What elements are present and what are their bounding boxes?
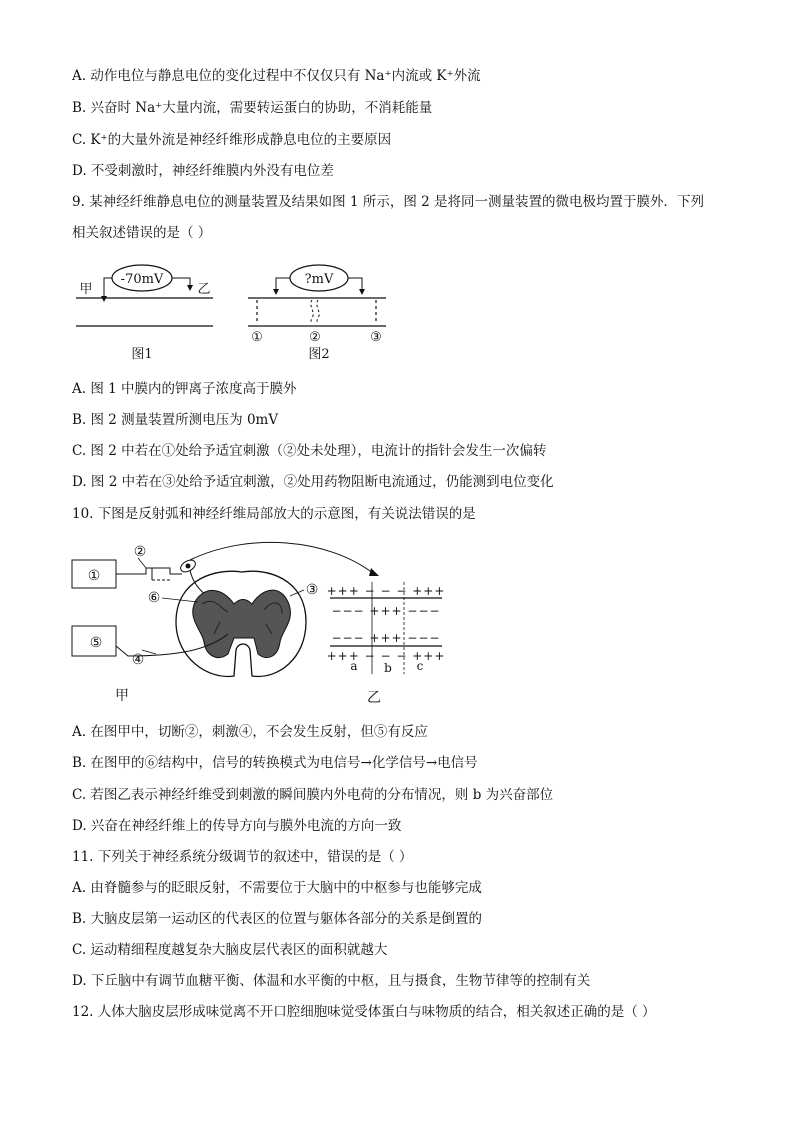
fig1-caption: 图1 bbox=[131, 347, 153, 362]
q10-stem: 10. 下图是反射弧和神经纤维局部放大的示意图，有关说法错误的是 bbox=[72, 506, 476, 522]
fig2-meter-label: ?mV bbox=[304, 272, 334, 287]
fig-yi-label-a: a bbox=[350, 659, 358, 673]
figure-1 bbox=[76, 265, 213, 362]
q8-option-d: D. 不受刺激时，神经纤维膜内外没有电位差 bbox=[72, 163, 334, 179]
fig1-right-label: 乙 bbox=[197, 282, 211, 297]
q9-stem: 9. 某神经纤维静息电位的测量装置及结果如图 1 所示，图 2 是将同一测量装置的微电极均置于膜外．下列 bbox=[72, 194, 705, 210]
q10-option-b: B. 在图甲的⑥结构中，信号的转换模式为电信号→化学信号→电信号 bbox=[72, 755, 478, 771]
fig-jia-label-2: ② bbox=[133, 544, 147, 560]
q11-option-b: B. 大脑皮层第一运动区的代表区的位置与躯体各部分的关系是倒置的 bbox=[72, 911, 483, 927]
q9-option-a: A. 图 1 中膜内的钾离子浓度高于膜外 bbox=[72, 381, 297, 397]
fig2-point-1: ① bbox=[251, 330, 263, 345]
fig2-point-3: ③ bbox=[370, 330, 382, 345]
q12-stem: 12. 人体大脑皮层形成味觉离不开口腔细胞味觉受体蛋白与味物质的结合，相关叙述正确的是（ ） bbox=[72, 1004, 656, 1020]
q11-option-c: C. 运动精细程度越复杂大脑皮层代表区的面积就越大 bbox=[72, 942, 388, 958]
fig-jia-label-4: ④ bbox=[131, 652, 145, 668]
q10-option-a: A. 在图甲中，切断②，刺激④，不会发生反射，但⑤有反应 bbox=[72, 724, 428, 740]
fig-jia-label-6: ⑥ bbox=[147, 590, 161, 606]
fig-yi-caption: 乙 bbox=[367, 690, 381, 706]
q11-option-d: D. 下丘脑中有调节血糖平衡、体温和水平衡的中枢，且与摄食，生物节律等的控制有关 bbox=[72, 973, 591, 989]
q9-stem-cont: 相关叙述错误的是（ ） bbox=[72, 225, 212, 241]
figure-yi bbox=[327, 582, 446, 706]
q10-figure bbox=[68, 538, 458, 710]
fig-yi-row-2: −−− +++ −−− bbox=[331, 604, 441, 618]
figure-2 bbox=[248, 265, 386, 362]
figure-jia bbox=[72, 542, 379, 704]
fig-yi-row-1: +++ − − − +++ bbox=[326, 584, 446, 598]
q9-option-c: C. 图 2 中若在①处给予适宜刺激（②处未处理），电流计的指针会发生一次偏转 bbox=[72, 443, 547, 459]
q9-figure bbox=[70, 260, 400, 365]
fig-yi-row-4: +++ − − − +++ bbox=[326, 649, 446, 663]
fig2-caption: 图2 bbox=[308, 347, 330, 362]
q9-option-b: B. 图 2 测量装置所测电压为 0mV bbox=[72, 412, 279, 428]
fig-jia-caption: 甲 bbox=[115, 688, 129, 704]
q10-option-d: D. 兴奋在神经纤维上的传导方向与膜外电流的方向一致 bbox=[72, 818, 402, 834]
q8-option-a: A. 动作电位与静息电位的变化过程中不仅仅只有 Na⁺内流或 K⁺外流 bbox=[72, 68, 481, 84]
fig1-left-label: 甲 bbox=[79, 282, 93, 297]
q8-option-c: C. K⁺的大量外流是神经纤维形成静息电位的主要原因 bbox=[72, 132, 392, 148]
fig-jia-label-3: ③ bbox=[305, 582, 319, 598]
fig2-point-2: ② bbox=[309, 330, 321, 345]
q9-option-d: D. 图 2 中若在③处给予适宜刺激，②处用药物阻断电流通过，仍能测到电位变化 bbox=[72, 474, 554, 490]
fig-jia-label-5: ⑤ bbox=[89, 635, 103, 651]
fig-yi-row-3: −−− +++ −−− bbox=[331, 631, 441, 645]
fig1-meter-label: -70mV bbox=[120, 272, 164, 287]
fig-yi-label-c: c bbox=[416, 659, 424, 673]
q11-option-a: A. 由脊髓参与的眨眼反射，不需要位于大脑中的中枢参与也能够完成 bbox=[72, 880, 482, 896]
q8-option-b: B. 兴奋时 Na⁺大量内流，需要转运蛋白的协助，不消耗能量 bbox=[72, 100, 433, 116]
fig-yi-label-b: b bbox=[384, 661, 392, 675]
fig-jia-label-1: ① bbox=[87, 568, 101, 584]
q11-stem: 11. 下列关于神经系统分级调节的叙述中，错误的是（ ） bbox=[72, 849, 413, 865]
q10-option-c: C. 若图乙表示神经纤维受到刺激的瞬间膜内外电荷的分布情况，则 b 为兴奋部位 bbox=[72, 787, 554, 803]
